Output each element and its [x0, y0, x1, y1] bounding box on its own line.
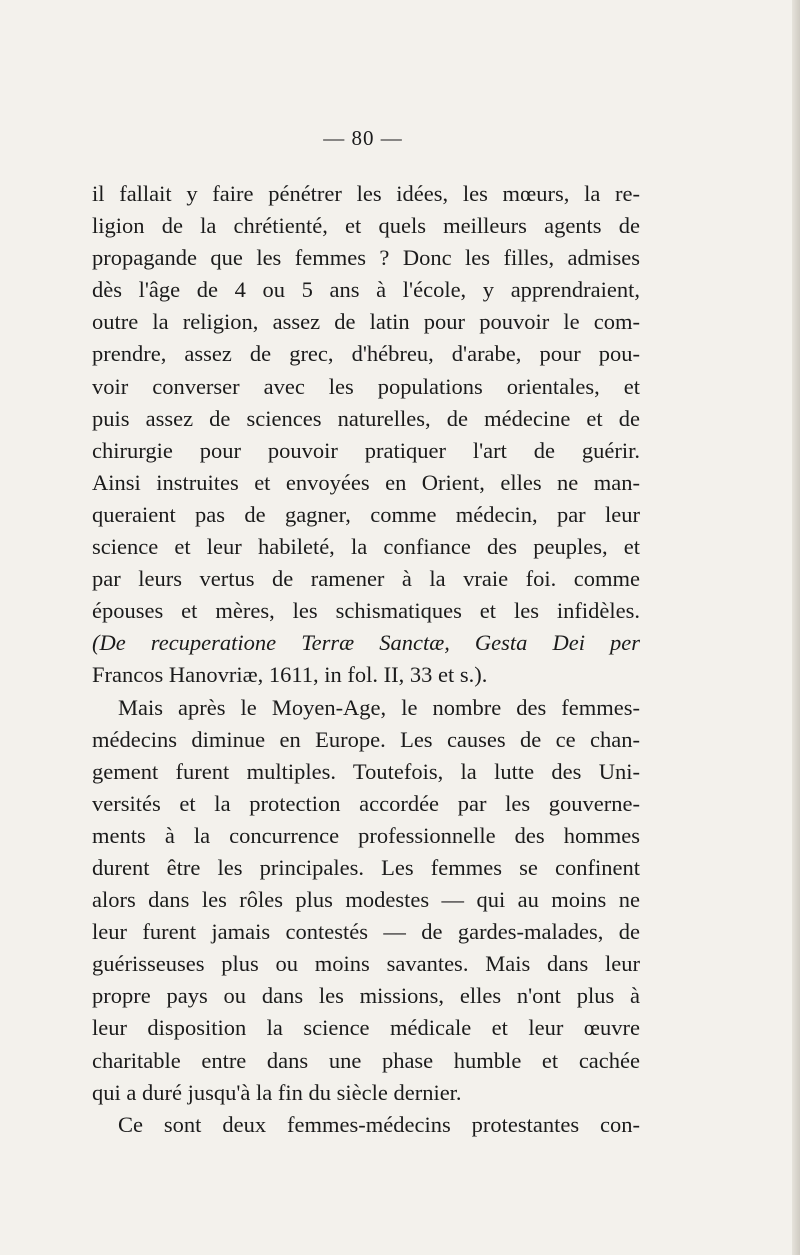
text-line: Mais après le Moyen-Age, le nombre des femmes- [118, 694, 640, 720]
text-line: versités et la protection accordée par les gouverne- [92, 790, 640, 816]
text-line: Ce sont deux femmes-médecins protestantes con- [118, 1111, 640, 1137]
paragraph [92, 692, 640, 1109]
page-number: — 80 — [323, 126, 403, 150]
text-line: qui a duré jusqu'à la fin du siècle dernier. [92, 1079, 462, 1105]
text-line: voir converser avec les populations orientales, et [92, 373, 640, 399]
text-line: durent être les principales. Les femmes se confinent [92, 854, 640, 880]
text-line: chirurgie pour pouvoir pratiquer l'art de guérir. [92, 437, 640, 463]
paragraph [92, 1109, 640, 1141]
text-line: propre pays ou dans les missions, elles n'ont plus à [92, 983, 640, 1009]
text-line: par leurs vertus de ramener à la vraie foi. comme [92, 566, 640, 592]
text-line: ments à la concurrence professionnelle des hommes [92, 822, 640, 848]
text-line: guérisseuses plus ou moins savantes. Mais dans leur [92, 951, 640, 977]
text-line: puis assez de sciences naturelles, de médecine et de [92, 405, 640, 431]
text-block [92, 178, 640, 1141]
paragraph [92, 178, 640, 692]
text-line: outre la religion, assez de latin pour pouvoir le com- [92, 309, 640, 335]
citation-line: (De recuperatione Terræ Sanctæ, Gesta Dei per [92, 630, 640, 656]
text-line: épouses et mères, les schismatiques et les infidèles. [92, 598, 640, 624]
text-line: queraient pas de gagner, comme médecin, par leur [92, 501, 640, 527]
text-line: leur disposition la science médicale et leur œuvre [92, 1015, 640, 1041]
text-line: propagande que les femmes ? Donc les filles, admises [92, 245, 640, 271]
page-edge [792, 0, 800, 1255]
text-line: charitable entre dans une phase humble et cachée [92, 1047, 640, 1073]
text-line: prendre, assez de grec, d'hébreu, d'arabe, pour pou- [92, 341, 640, 367]
text-line: ligion de la chrétienté, et quels meilleurs agents de [92, 213, 640, 239]
text-line: Ainsi instruites et envoyées en Orient, elles ne man- [92, 469, 640, 495]
text-line: leur furent jamais contestés — de gardes-malades, de [92, 919, 640, 945]
text-line: alors dans les rôles plus modestes — qui au moins ne [92, 887, 640, 913]
text-line: dès l'âge de 4 ou 5 ans à l'école, y apprendraient, [92, 277, 640, 303]
text-line: il fallait y faire pénétrer les idées, les mœurs, la re- [92, 181, 640, 206]
text-line: médecins diminue en Europe. Les causes de ce chan- [92, 726, 640, 752]
text-line: gement furent multiples. Toutefois, la lutte des Uni- [92, 758, 640, 784]
text-line: science et leur habileté, la confiance des peuples, et [92, 534, 640, 560]
citation-line: Francos Hanovriæ, 1611, in fol. II, 33 et s.). [92, 662, 488, 688]
